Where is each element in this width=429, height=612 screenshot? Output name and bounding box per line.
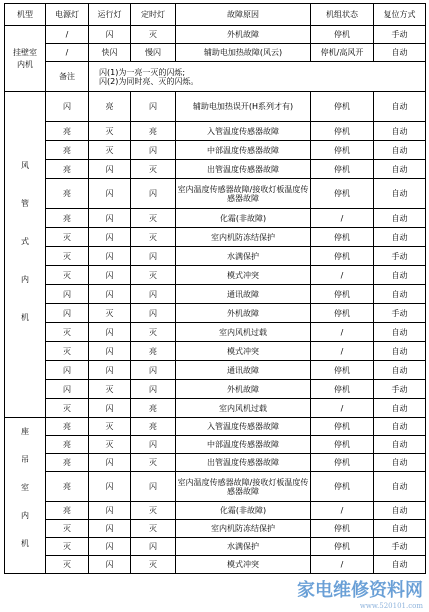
fault-cause: 外机故障 xyxy=(176,380,311,399)
reset-mode: 自动 xyxy=(374,520,426,538)
power-light: 闪 xyxy=(46,92,89,122)
reset-mode: 自动 xyxy=(374,454,426,472)
table-row xyxy=(5,26,426,44)
power-light: 灭 xyxy=(46,323,89,342)
table-row xyxy=(5,228,426,247)
fault-cause: 室内机防冻结保护 xyxy=(176,228,311,247)
timer-light: 灭 xyxy=(131,502,176,520)
header-fault-cause: 故障原因 xyxy=(176,4,311,26)
run-light: 灭 xyxy=(89,436,131,454)
timer-light: 灭 xyxy=(131,454,176,472)
reset-mode: 自动 xyxy=(374,160,426,179)
header-run-light: 运行灯 xyxy=(89,4,131,26)
header-reset-mode: 复位方式 xyxy=(374,4,426,26)
fault-cause: 辅助电加热故障(风云) xyxy=(176,44,311,62)
table-row xyxy=(5,502,426,520)
header-type: 机型 xyxy=(5,4,46,26)
power-light: 闪 xyxy=(46,304,89,323)
table-row xyxy=(5,141,426,160)
timer-light: 闪 xyxy=(131,472,176,502)
table-row xyxy=(5,538,426,556)
type-char: 机 xyxy=(21,312,29,322)
run-light: 闪 xyxy=(89,556,131,574)
type-char: 内 xyxy=(21,274,29,284)
run-light: 闪 xyxy=(89,520,131,538)
fault-cause: 室内风机过载 xyxy=(176,399,311,418)
run-light: 闪 xyxy=(89,247,131,266)
reset-mode: 自动 xyxy=(374,266,426,285)
table-row xyxy=(5,209,426,228)
reset-mode: 自动 xyxy=(374,342,426,361)
fault-cause: 入管温度传感器故障 xyxy=(176,418,311,436)
unit-status: 停机 xyxy=(311,285,374,304)
power-light: 亮 xyxy=(46,209,89,228)
timer-light: 灭 xyxy=(131,209,176,228)
run-light: 闪 xyxy=(89,209,131,228)
unit-status: 停机 xyxy=(311,304,374,323)
run-light: 亮 xyxy=(89,92,131,122)
timer-light: 慢闪 xyxy=(131,44,176,62)
fault-code-table xyxy=(4,3,426,574)
reset-mode: 自动 xyxy=(374,399,426,418)
unit-status: 停机 xyxy=(311,141,374,160)
run-light: 闪 xyxy=(89,26,131,44)
table-row xyxy=(5,472,426,502)
run-light: 闪 xyxy=(89,399,131,418)
run-light: 闪 xyxy=(89,472,131,502)
reset-mode: 自动 xyxy=(374,285,426,304)
run-light: 闪 xyxy=(89,179,131,209)
fault-cause: 水满保护 xyxy=(176,538,311,556)
power-light: 亮 xyxy=(46,418,89,436)
power-light: 亮 xyxy=(46,454,89,472)
type-label: 挂壁室内机 xyxy=(13,47,37,69)
timer-light: 闪 xyxy=(131,247,176,266)
reset-mode: 自动 xyxy=(374,436,426,454)
timer-light: 闪 xyxy=(131,538,176,556)
power-light: 灭 xyxy=(46,538,89,556)
type-ceiling xyxy=(5,418,46,574)
unit-status: 停机 xyxy=(311,472,374,502)
run-light: 灭 xyxy=(89,141,131,160)
power-light: 亮 xyxy=(46,160,89,179)
reset-mode: 自动 xyxy=(374,228,426,247)
power-light: / xyxy=(46,26,89,44)
type-char: 机 xyxy=(21,538,29,548)
unit-status: 停机 xyxy=(311,160,374,179)
table-row xyxy=(5,454,426,472)
reset-mode: 手动 xyxy=(374,538,426,556)
fault-cause: 室内温度传感器故障/接收灯板温度传感器故障 xyxy=(176,179,311,209)
table-row xyxy=(5,399,426,418)
timer-light: 闪 xyxy=(131,141,176,160)
timer-light: 亮 xyxy=(131,399,176,418)
unit-status: 停机 xyxy=(311,436,374,454)
power-light: 亮 xyxy=(46,436,89,454)
fault-cause: 中部温度传感器故障 xyxy=(176,141,311,160)
reset-mode: 自动 xyxy=(374,209,426,228)
power-light: 亮 xyxy=(46,179,89,209)
header-power-light: 电源灯 xyxy=(46,4,89,26)
run-light: 闪 xyxy=(89,342,131,361)
run-light: 闪 xyxy=(89,323,131,342)
reset-mode: 自动 xyxy=(374,472,426,502)
fault-cause: 模式冲突 xyxy=(176,266,311,285)
reset-mode: 自动 xyxy=(374,556,426,574)
unit-status: / xyxy=(311,399,374,418)
fault-cause: 室内风机过载 xyxy=(176,323,311,342)
timer-light: 闪 xyxy=(131,436,176,454)
note-text xyxy=(89,62,426,92)
reset-mode: 自动 xyxy=(374,323,426,342)
timer-light: 闪 xyxy=(131,304,176,323)
fault-cause: 化霜(非故障) xyxy=(176,209,311,228)
fault-cause: 通讯故障 xyxy=(176,285,311,304)
reset-mode: 自动 xyxy=(374,179,426,209)
timer-light: 灭 xyxy=(131,228,176,247)
table-row xyxy=(5,247,426,266)
timer-light: 亮 xyxy=(131,122,176,141)
timer-light: 亮 xyxy=(131,342,176,361)
run-light: 灭 xyxy=(89,418,131,436)
note-row xyxy=(5,62,426,92)
fault-cause: 出管温度传感器故障 xyxy=(176,160,311,179)
timer-light: 灭 xyxy=(131,266,176,285)
unit-status: 停机 xyxy=(311,122,374,141)
reset-mode: 自动 xyxy=(374,122,426,141)
fault-cause: 水满保护 xyxy=(176,247,311,266)
unit-status: / xyxy=(311,323,374,342)
timer-light: 灭 xyxy=(131,160,176,179)
note-line: 闪(1)为一亮一灭的闪烁; xyxy=(99,67,186,77)
reset-mode: 自动 xyxy=(374,418,426,436)
unit-status: 停机 xyxy=(311,26,374,44)
power-light: 灭 xyxy=(46,520,89,538)
watermark-text: 家电维修资料网 xyxy=(297,580,423,601)
fault-cause: 外机故障 xyxy=(176,26,311,44)
power-light: 灭 xyxy=(46,247,89,266)
type-char: 室 xyxy=(21,482,29,492)
table-row xyxy=(5,520,426,538)
unit-status: 停机 xyxy=(311,247,374,266)
watermark-logo xyxy=(297,576,423,610)
timer-light: 灭 xyxy=(131,26,176,44)
reset-mode: 手动 xyxy=(374,304,426,323)
power-light: 灭 xyxy=(46,556,89,574)
reset-mode: 自动 xyxy=(374,361,426,380)
header-unit-status: 机组状态 xyxy=(311,4,374,26)
run-light: 闪 xyxy=(89,361,131,380)
unit-status: 停机 xyxy=(311,418,374,436)
reset-mode: 手动 xyxy=(374,26,426,44)
table-row xyxy=(5,556,426,574)
table-row xyxy=(5,122,426,141)
fault-cause: 模式冲突 xyxy=(176,342,311,361)
table-row xyxy=(5,418,426,436)
power-light: 亮 xyxy=(46,122,89,141)
table-row xyxy=(5,179,426,209)
unit-status: / xyxy=(311,209,374,228)
run-light: 闪 xyxy=(89,502,131,520)
type-char: 内 xyxy=(21,510,29,520)
timer-light: 亮 xyxy=(131,418,176,436)
power-light: 闪 xyxy=(46,285,89,304)
power-light: / xyxy=(46,44,89,62)
fault-cause: 辅助电加热误开(H系列才有) xyxy=(176,92,311,122)
run-light: 灭 xyxy=(89,122,131,141)
type-char: 风 xyxy=(21,160,29,170)
type-char: 式 xyxy=(21,236,29,246)
unit-status: 停机 xyxy=(311,454,374,472)
unit-status: / xyxy=(311,266,374,285)
unit-status: 停机 xyxy=(311,228,374,247)
header-timer-light: 定时灯 xyxy=(131,4,176,26)
unit-status: 停机 xyxy=(311,380,374,399)
power-light: 灭 xyxy=(46,228,89,247)
table-row xyxy=(5,342,426,361)
reset-mode: 手动 xyxy=(374,247,426,266)
fault-cause: 入管温度传感器故障 xyxy=(176,122,311,141)
unit-status: / xyxy=(311,502,374,520)
unit-status: 停机 xyxy=(311,538,374,556)
table-row xyxy=(5,361,426,380)
run-light: 灭 xyxy=(89,380,131,399)
watermark-url: www.520101.com xyxy=(359,602,423,610)
power-light: 闪 xyxy=(46,380,89,399)
fault-cause: 室内温度传感器故障/接收灯板温度传感器故障 xyxy=(176,472,311,502)
power-light: 灭 xyxy=(46,399,89,418)
type-char: 管 xyxy=(21,198,29,208)
fault-cause: 化霜(非故障) xyxy=(176,502,311,520)
note-label: 备注 xyxy=(46,62,89,92)
header-row xyxy=(5,4,426,26)
timer-light: 闪 xyxy=(131,92,176,122)
power-light: 灭 xyxy=(46,342,89,361)
run-light: 闪 xyxy=(89,266,131,285)
fault-cause: 中部温度传感器故障 xyxy=(176,436,311,454)
power-light: 亮 xyxy=(46,141,89,160)
table-row xyxy=(5,304,426,323)
unit-status: / xyxy=(311,556,374,574)
type-wall-mounted xyxy=(5,26,46,92)
timer-light: 灭 xyxy=(131,520,176,538)
type-duct xyxy=(5,92,46,418)
power-light: 亮 xyxy=(46,502,89,520)
timer-light: 闪 xyxy=(131,380,176,399)
run-light: 闪 xyxy=(89,538,131,556)
power-light: 闪 xyxy=(46,361,89,380)
table-row xyxy=(5,160,426,179)
type-char: 座 xyxy=(21,426,29,436)
reset-mode: 手动 xyxy=(374,380,426,399)
run-light: 灭 xyxy=(89,304,131,323)
run-light: 闪 xyxy=(89,454,131,472)
unit-status: / xyxy=(311,342,374,361)
unit-status: 停机 xyxy=(311,361,374,380)
table-row xyxy=(5,436,426,454)
run-light: 快闪 xyxy=(89,44,131,62)
fault-cause: 出管温度传感器故障 xyxy=(176,454,311,472)
timer-light: 灭 xyxy=(131,556,176,574)
unit-status: 停机 xyxy=(311,92,374,122)
reset-mode: 自动 xyxy=(374,502,426,520)
reset-mode: 自动 xyxy=(374,92,426,122)
type-char: 吊 xyxy=(21,454,29,464)
table-row xyxy=(5,285,426,304)
timer-light: 闪 xyxy=(131,179,176,209)
table-row xyxy=(5,266,426,285)
unit-status: 停机 xyxy=(311,520,374,538)
unit-status: 停机 xyxy=(311,179,374,209)
reset-mode: 自动 xyxy=(374,44,426,62)
table-row xyxy=(5,92,426,122)
fault-cause: 通讯故障 xyxy=(176,361,311,380)
power-light: 亮 xyxy=(46,472,89,502)
unit-status: 停机/高风开 xyxy=(311,44,374,62)
run-light: 闪 xyxy=(89,160,131,179)
fault-cause: 模式冲突 xyxy=(176,556,311,574)
timer-light: 闪 xyxy=(131,361,176,380)
fault-cause: 室内机防冻结保护 xyxy=(176,520,311,538)
note-line: 闪(2)为同时亮、灭的闪烁。 xyxy=(99,76,199,86)
run-light: 闪 xyxy=(89,285,131,304)
power-light: 灭 xyxy=(46,266,89,285)
timer-light: 闪 xyxy=(131,285,176,304)
table-row xyxy=(5,380,426,399)
table-row xyxy=(5,323,426,342)
table-row xyxy=(5,44,426,62)
timer-light: 灭 xyxy=(131,323,176,342)
fault-cause: 外机故障 xyxy=(176,304,311,323)
run-light: 闪 xyxy=(89,228,131,247)
reset-mode: 自动 xyxy=(374,141,426,160)
